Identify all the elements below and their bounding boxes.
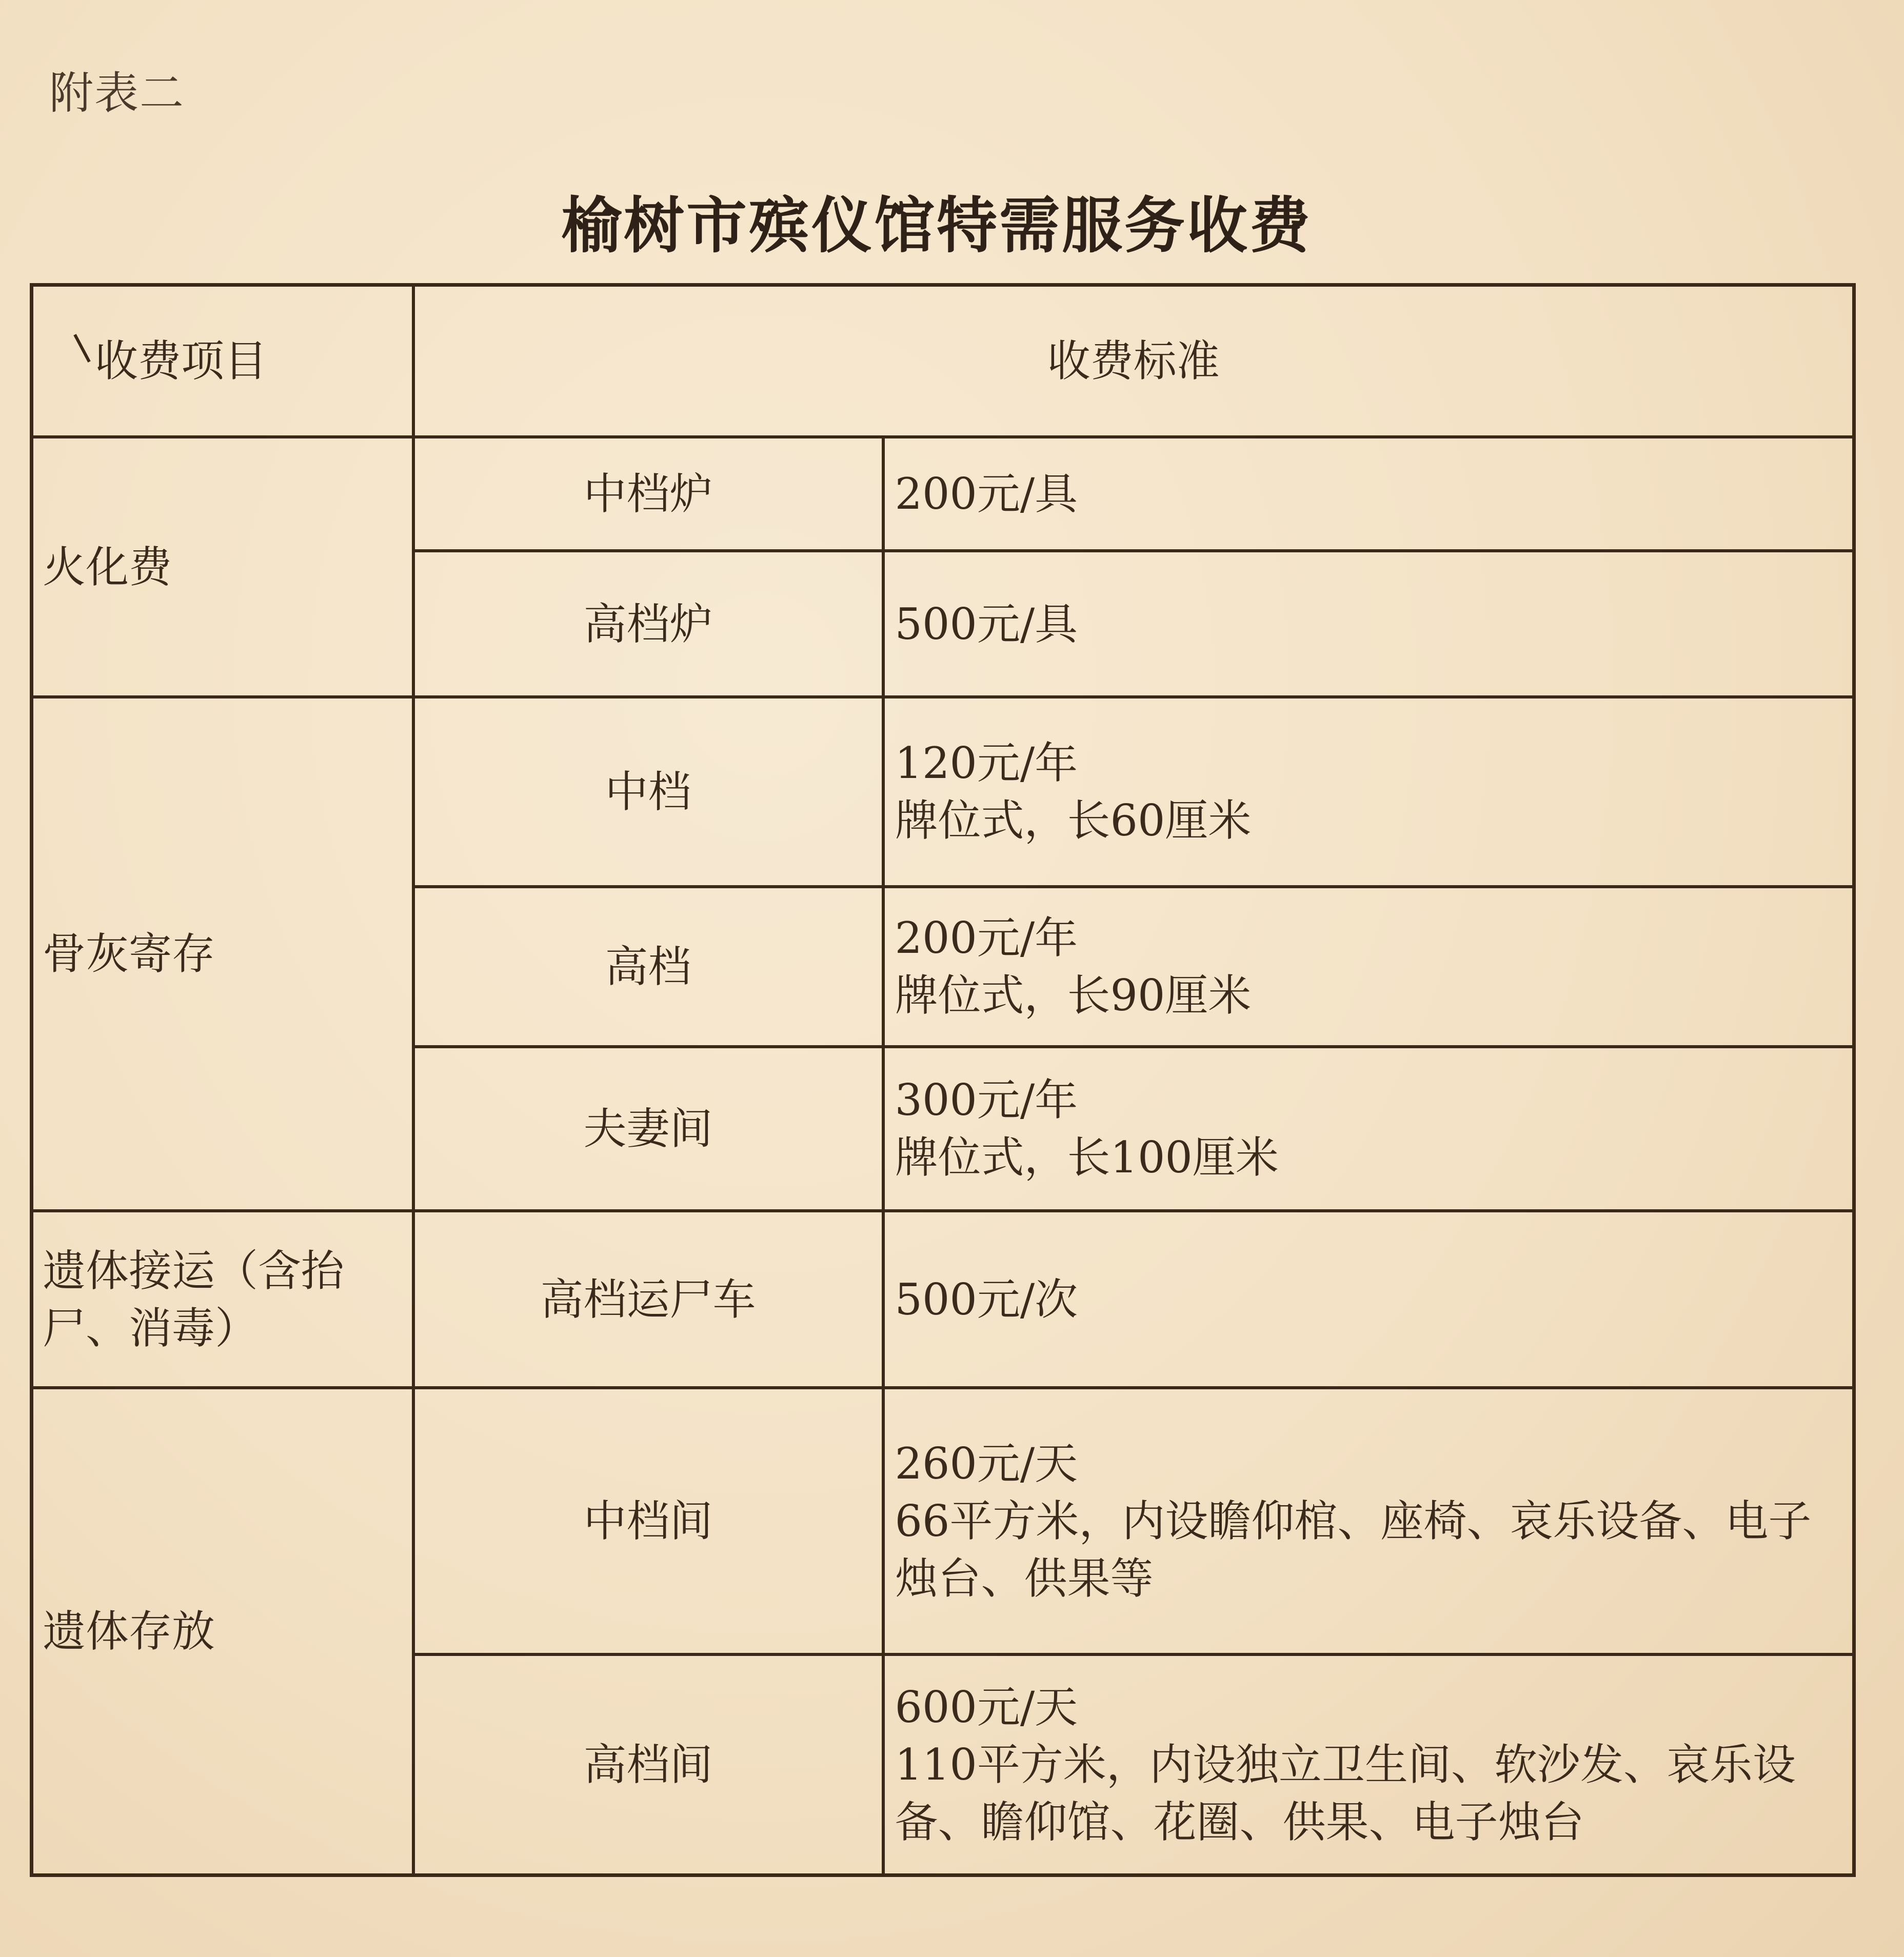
row-price-cell (883, 887, 1854, 1047)
row-detail: 66平方米，内设瞻仰棺、座椅、哀乐设备、电子烛台、供果等 (895, 1496, 1812, 1604)
row-detail: 牌位式，长60厘米 (895, 795, 1252, 846)
row-detail: 牌位式，长90厘米 (895, 970, 1252, 1021)
row-price-cell (883, 1654, 1854, 1875)
row-price-cell (883, 697, 1854, 887)
row-price-cell (883, 551, 1854, 697)
header-item-label: 收费项目 (95, 336, 268, 386)
header-standard-label: 收费标准 (1047, 336, 1220, 386)
header-item-cell (32, 285, 413, 437)
row-price: 200元/年 (895, 913, 1078, 963)
row-subitem: 夫妻间 (413, 1047, 883, 1211)
fee-table (30, 283, 1856, 1877)
row-detail: 牌位式，长100厘米 (895, 1132, 1279, 1183)
row-subitem: 中档间 (413, 1388, 883, 1654)
row-price: 500元/次 (895, 1274, 1078, 1325)
row-price: 500元/具 (895, 598, 1078, 649)
table-row (32, 697, 1854, 887)
row-price: 260元/天 (895, 1439, 1078, 1489)
row-group-label: 骨灰寄存 (32, 697, 413, 1211)
row-price-cell (883, 1211, 1854, 1388)
row-subitem: 高档炉 (413, 551, 883, 697)
row-subitem: 中档 (413, 697, 883, 887)
row-subitem: 高档运尸车 (413, 1211, 883, 1388)
row-subitem: 高档 (413, 887, 883, 1047)
page-title: 榆树市殡仪馆特需服务收费 (561, 190, 1312, 261)
row-price: 600元/天 (895, 1682, 1078, 1732)
header-standard-cell (413, 285, 1854, 437)
row-price: 200元/具 (895, 469, 1078, 519)
table-row (32, 1211, 1854, 1388)
diagonal-mark (73, 334, 90, 363)
table-row (32, 437, 1854, 551)
table-row (32, 1388, 1854, 1654)
row-group-label: 遗体存放 (32, 1388, 413, 1875)
row-group-label: 火化费 (32, 437, 413, 697)
row-price-cell (883, 1047, 1854, 1211)
row-subitem: 高档间 (413, 1654, 883, 1875)
row-group-label: 遗体接运（含抬尸、消毒） (32, 1211, 413, 1388)
table-header-row (32, 285, 1854, 437)
row-price-cell (883, 437, 1854, 551)
row-detail: 110平方米，内设独立卫生间、软沙发、哀乐设备、瞻仰馆、花圈、供果、电子烛台 (895, 1739, 1796, 1847)
row-subitem: 中档炉 (413, 437, 883, 551)
row-price: 120元/年 (895, 738, 1078, 788)
row-price-cell (883, 1388, 1854, 1654)
row-price: 300元/年 (895, 1075, 1078, 1125)
appendix-label: 附表二 (49, 68, 185, 119)
